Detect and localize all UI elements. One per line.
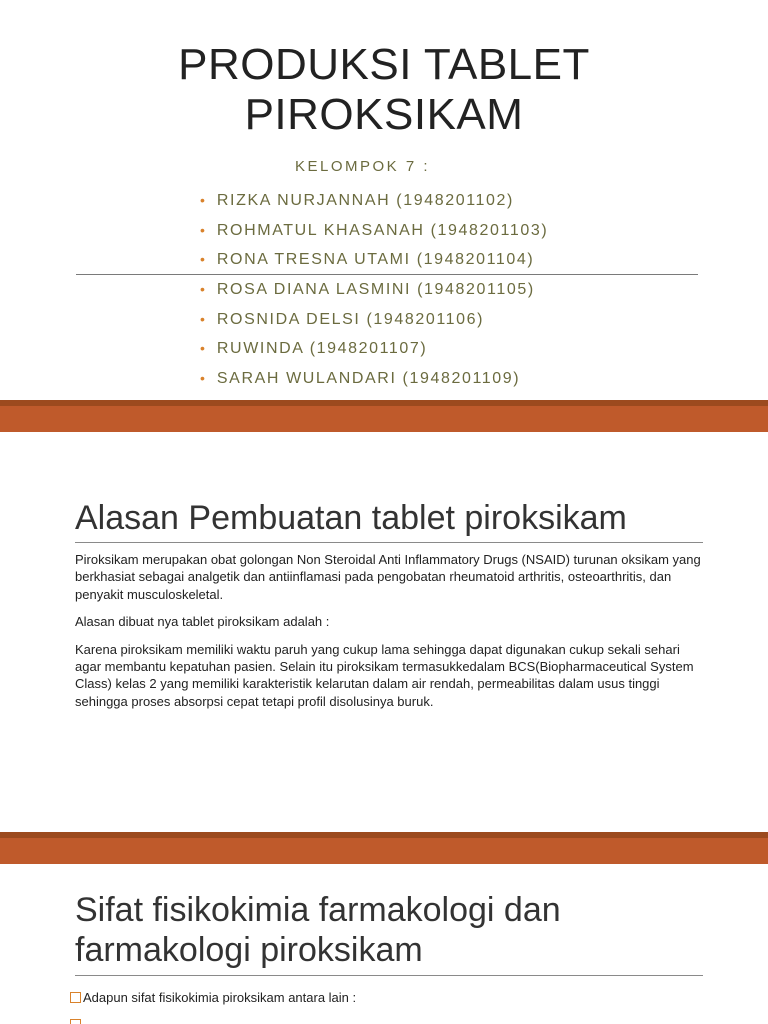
slide-properties: [0, 864, 768, 1024]
member-name: ROSNIDA DELSI (1948201106): [216, 310, 485, 328]
paragraph: Alasan dibuat nya tablet piroksikam adalah :: [75, 614, 330, 630]
member-name: RIZKA NURJANNAH (1948201102): [216, 192, 514, 209]
accent-band-main: [0, 838, 768, 864]
bullet-icon: •: [200, 310, 205, 327]
list-item-text: Adapun sifat fisikokimia piroksikam antara lain :: [83, 990, 357, 1005]
member-item: [200, 364, 548, 394]
slide-heading: Alasan Pembuatan tablet piroksikam: [75, 499, 627, 537]
bullet-icon: •: [200, 281, 205, 298]
accent-band: [0, 832, 768, 864]
presentation-title: [0, 40, 768, 140]
bullet-icon: •: [200, 192, 205, 208]
heading-line-1: Sifat fisikokimia farmakologi dan: [75, 891, 561, 929]
member-name: RUWINDA (1948201107): [216, 340, 428, 358]
bullet-icon: •: [200, 340, 205, 357]
list-item: [70, 989, 356, 1006]
slide-body: [75, 551, 703, 720]
heading-line-2: farmakologi piroksikam: [75, 931, 423, 969]
member-item: [200, 305, 548, 335]
paragraph: Karena piroksikam memiliki waktu paruh yang cukup lama sehingga dapat digunakan cukup sekali sehari agar membantu kepatuhan pasien. Selain itu piroksikam termasukkedalam BCS(Biopharmaceutical System Class) kelas 2 yang memiliki karakteristik kelarutan dalam air rendah, permeabilitas dalam usus tinggi sehingga proses absorpsi cepat tetapi profil disolusinya buruk.: [75, 641, 694, 709]
bullet-icon: •: [200, 221, 205, 238]
title-line-1: PRODUKSI TABLET: [178, 40, 590, 89]
title-line-2: PIROKSIKAM: [244, 90, 524, 139]
slide-reasons: [0, 432, 768, 832]
member-list: [200, 186, 548, 394]
member-name: ROSA DIANA LASMINI (1948201105): [216, 281, 535, 299]
member-name: SARAH WULANDARI (1948201109): [216, 370, 521, 388]
bullet-icon: •: [200, 370, 205, 387]
heading-rule: [75, 975, 703, 976]
checkbox-bullet-icon: [70, 992, 81, 1003]
slide-heading: [75, 890, 715, 970]
member-item: [200, 275, 548, 305]
slide-title: [0, 0, 768, 400]
heading-rule: [75, 542, 703, 543]
member-item: [200, 334, 548, 364]
divider-line: [76, 274, 698, 275]
group-label: KELOMPOK 7 :: [295, 158, 431, 175]
member-name: RONA TRESNA UTAMI (1948201104): [216, 251, 535, 269]
accent-band-main: [0, 406, 768, 432]
accent-band: [0, 400, 768, 432]
paragraph: Piroksikam merupakan obat golongan Non Steroidal Anti Inflammatory Drugs (NSAID) turunan oksikam yang berkhasiat sebagai analgetik dan antiinflamasi pada pengobatan rheumatoid arthritis, osteoarthritis, dan penyakit musculoskeletal.: [75, 552, 701, 602]
checkbox-bullet-icon: [70, 1019, 81, 1024]
member-item: [200, 245, 548, 275]
member-name: ROHMATUL KHASANAH (1948201103): [216, 221, 549, 239]
member-item: [200, 216, 548, 246]
list-item-cut-off: [70, 1016, 83, 1024]
bullet-icon: •: [200, 251, 205, 268]
member-item: [200, 186, 548, 216]
